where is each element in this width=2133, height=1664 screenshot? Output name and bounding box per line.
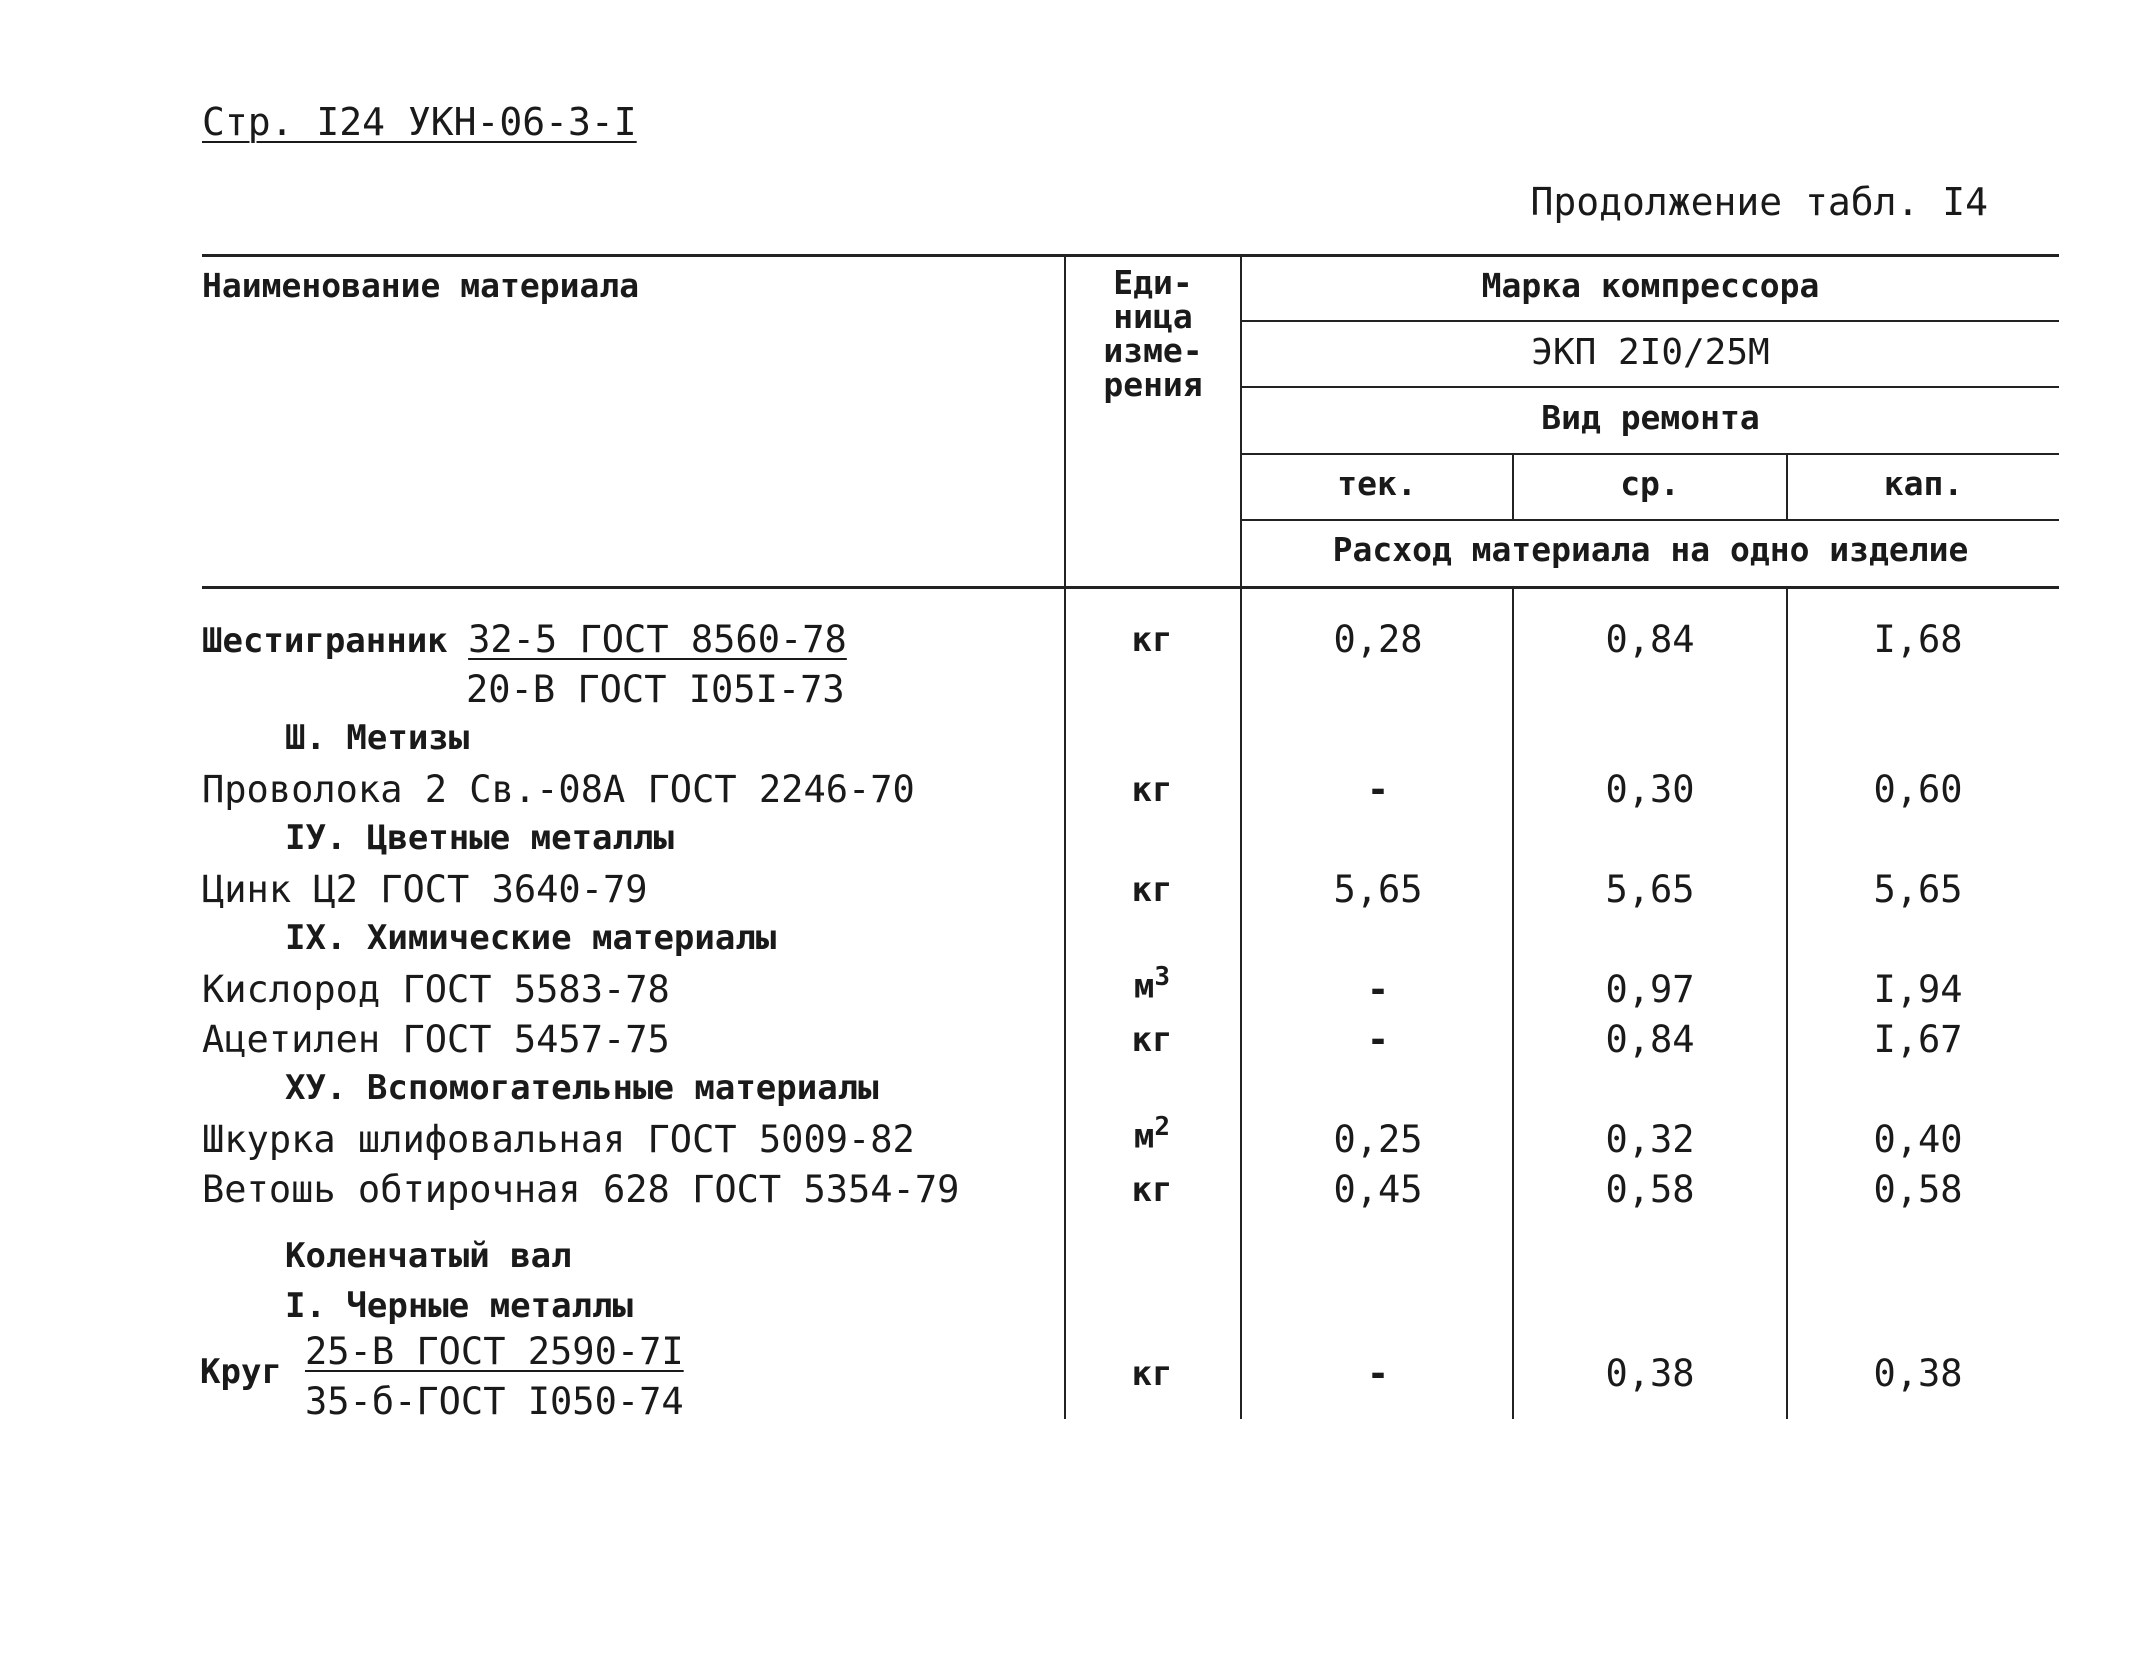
section-nonferrous-metals: IУ. Цветные металлы [285, 818, 674, 858]
page-reference: Стр. I24 УКН-06-3-I [202, 100, 637, 144]
circle-kap: 0,38 [1873, 1352, 1963, 1395]
section-chemical-materials: IX. Химические материалы [285, 918, 777, 958]
unit-column-header [1066, 263, 1240, 404]
zinc-kap: 5,65 [1873, 868, 1963, 911]
acetylene-unit: кг [1131, 1020, 1173, 1060]
rags-tek: 0,45 [1333, 1168, 1423, 1211]
sandpaper-tek: 0,25 [1333, 1118, 1423, 1161]
section-ferrous-metals: I. Черные металлы [285, 1286, 633, 1326]
wire-tek: - [1366, 768, 1390, 811]
hexagon-numerator: 32-5 ГОСТ 8560-78 [468, 618, 847, 661]
oxygen-unit [1092, 962, 1212, 1006]
sandpaper-unit-exponent: 2 [1154, 1112, 1171, 1142]
zinc-material: Цинк Ц2 ГОСТ 3640-79 [202, 868, 648, 911]
rags-unit: кг [1131, 1170, 1173, 1210]
table-top-rule [202, 254, 2059, 257]
wire-sr: 0,30 [1605, 768, 1695, 811]
oxygen-kap: I,94 [1873, 968, 1963, 1011]
hexagon-unit: кг [1131, 620, 1173, 660]
section-auxiliary-materials: ХУ. Вспомогательные материалы [285, 1068, 879, 1108]
circle-tek: - [1366, 1352, 1390, 1395]
hexagon-kap: I,68 [1873, 618, 1963, 661]
acetylene-tek: - [1366, 1018, 1390, 1061]
sandpaper-unit-base: м [1133, 1116, 1155, 1157]
oxygen-tek: - [1366, 968, 1390, 1011]
repair-column-tek: тек. [1337, 464, 1417, 503]
oxygen-unit-base: м [1133, 966, 1155, 1007]
oxygen-unit-exponent: 3 [1154, 962, 1171, 992]
zinc-sr: 5,65 [1605, 868, 1695, 911]
zinc-tek: 5,65 [1333, 868, 1423, 911]
circle-prefix: Круг [200, 1352, 282, 1392]
circle-denominator: 35-б-ГОСТ I050-74 [305, 1380, 684, 1423]
oxygen-material: Кислород ГОСТ 5583-78 [202, 968, 670, 1011]
tek-sr-divider-body [1512, 588, 1514, 1419]
oxygen-sr: 0,97 [1605, 968, 1695, 1011]
circle-sr: 0,38 [1605, 1352, 1695, 1395]
circle-numerator: 25-В ГОСТ 2590-7I [305, 1330, 684, 1373]
header-bottom-rule [202, 586, 2059, 589]
unit-header-line-1: Еди- [1113, 263, 1193, 302]
brand-rule [1242, 320, 2059, 322]
hexagon-prefix: Шестигранник [202, 621, 469, 661]
sandpaper-unit [1092, 1112, 1212, 1156]
rags-kap: 0,58 [1873, 1168, 1963, 1211]
repair-type-header: Вид ремонта [1541, 398, 1760, 437]
acetylene-sr: 0,84 [1605, 1018, 1695, 1061]
material-column-header: Наименование материала [202, 266, 640, 305]
wire-kap: 0,60 [1873, 768, 1963, 811]
wire-material: Проволока 2 Св.-08А ГОСТ 2246-70 [202, 768, 915, 811]
hexagon-material [202, 618, 847, 661]
sr-kap-divider-body [1786, 588, 1788, 1419]
acetylene-kap: I,67 [1873, 1018, 1963, 1061]
repair-column-sr: ср. [1620, 464, 1680, 503]
hexagon-denominator: 20-В ГОСТ I05I-73 [466, 668, 845, 711]
repair-type-rule [1242, 453, 2059, 455]
zinc-unit: кг [1131, 870, 1173, 910]
circle-unit: кг [1131, 1354, 1173, 1394]
sandpaper-sr: 0,32 [1605, 1118, 1695, 1161]
sandpaper-kap: 0,40 [1873, 1118, 1963, 1161]
section-fasteners: Ш. Метизы [285, 718, 470, 758]
acetylene-material: Ацетилен ГОСТ 5457-75 [202, 1018, 670, 1061]
repair-column-kap: кап. [1883, 464, 1964, 503]
repair-columns-rule [1242, 519, 2059, 521]
hexagon-tek: 0,28 [1333, 618, 1423, 661]
unit-header-line-4: рения [1103, 365, 1203, 404]
wire-unit: кг [1131, 770, 1173, 810]
rags-material: Ветошь обтирочная 628 ГОСТ 5354-79 [202, 1168, 960, 1211]
unit-header-line-2: ница [1113, 297, 1193, 336]
material-unit-divider [1064, 254, 1066, 1419]
crankshaft-group-title: Коленчатый вал [285, 1236, 572, 1276]
compressor-model-header: ЭКП 2I0/25М [1531, 332, 1770, 373]
model-rule [1242, 386, 2059, 388]
sandpaper-material: Шкурка шлифовальная ГОСТ 5009-82 [202, 1118, 915, 1161]
consumption-header: Расход материала на одно изделие [1332, 530, 1969, 569]
compressor-brand-header: Марка компрессора [1481, 266, 1820, 305]
unit-header-line-3: изме- [1103, 331, 1203, 370]
rags-sr: 0,58 [1605, 1168, 1695, 1211]
table-continuation-label: Продолжение табл. I4 [1530, 180, 1988, 224]
hexagon-sr: 0,84 [1605, 618, 1695, 661]
